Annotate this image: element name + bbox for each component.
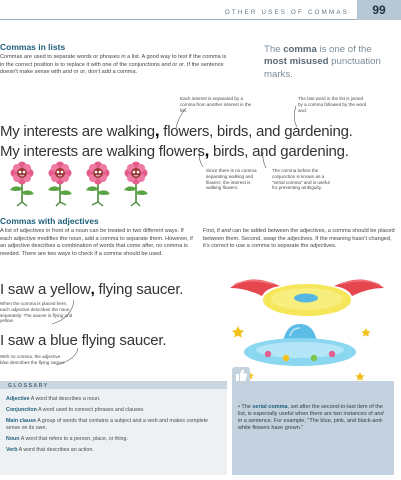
section-heading-lists: Commas in lists — [0, 42, 66, 52]
note-separated: Each interest is separated by a comma from another interest in the list. — [180, 96, 252, 113]
note-last-word: The last word in the list is joined by a comma followed by the word and. — [298, 96, 367, 113]
running-head: OTHER USES OF COMMAS — [224, 9, 349, 16]
pull-quote: The comma is one of the most misused punctuation marks. — [264, 44, 381, 80]
note-yellow-comma: When the comma is placed here, each adjective describes the noun separately: The saucer is flying and yellow. — [0, 301, 73, 324]
walking-flowers-illustration — [0, 160, 180, 206]
flower-1 — [10, 162, 34, 207]
adjectives-right-para: First, if and can be added between the adjectives, a comma should be placed between them. Second, swap the adjectives. If the meaning hasn't changed, it's correct to use a comma to separate the adjectives. — [203, 228, 395, 250]
sentence-yellow-saucer: I saw a yellow, flying saucer. — [0, 281, 184, 298]
section-heading-adjectives: Commas with adjectives — [0, 216, 99, 226]
glossary-item: Conjunction A word used to connect phrases and clauses. — [6, 407, 145, 413]
flower-3 — [86, 162, 110, 207]
sentence-without-comma: My interests are walking flowers, birds, and gardening. — [0, 141, 349, 160]
glossary-item: Adjective A word that describes a noun. — [6, 396, 101, 402]
page-number: 99 — [357, 0, 401, 20]
flower-2 — [48, 162, 72, 207]
note-blue-no-comma: With no comma, the adjective blue describes the flying saucer. — [0, 354, 66, 365]
tip-text: • The serial comma, set after the second-to-last item of the list, is especially useful when there are two instances of and in a sentence. For example, "The blue, pink, and black-and-white flowers have grown." — [238, 404, 384, 431]
note-no-comma: Since there is no comma separating walking and flowers, the interest is walking flowers. — [206, 168, 257, 191]
glossary-item: Main clause A group of words that contains a subject and a verb and makes complete sense on its own. — [6, 418, 208, 431]
glossary-box — [0, 381, 227, 475]
glossary-item: Noun A word that refers to a person, place, or thing. — [6, 436, 128, 442]
thumbs-up-icon — [234, 368, 248, 382]
sentence-blue-saucer: I saw a blue flying saucer. — [0, 332, 167, 349]
note-serial-comma: The comma before the conjunction is known as a "serial comma" and is useful for preventing ambiguity. — [272, 168, 330, 191]
sentence-with-comma: My interests are walking, flowers, birds, and gardening. — [0, 121, 353, 140]
lists-intro: Commas are used to separate words or phrases in a list. A good way to test if the comma is in the correct position is to replace it with one of the conjunctions and or or. If the sentence doesn't make sense with and or or, don't add a comma. — [0, 54, 227, 76]
flower-4 — [124, 162, 148, 207]
adjectives-left-para: A list of adjectives in front of a noun can be treated in two different ways. If each adjective modifies the noun, add a comma to separate them. However, if an adjective describes a combination of words that come after, no comma is needed. There are two ways to check if a comma should be used. — [0, 228, 193, 257]
glossary-title: GLOSSARY — [8, 382, 49, 389]
glossary-item: Verb A word that describes an action. — [6, 447, 94, 453]
blue-flying-saucer-illustration — [228, 318, 378, 388]
